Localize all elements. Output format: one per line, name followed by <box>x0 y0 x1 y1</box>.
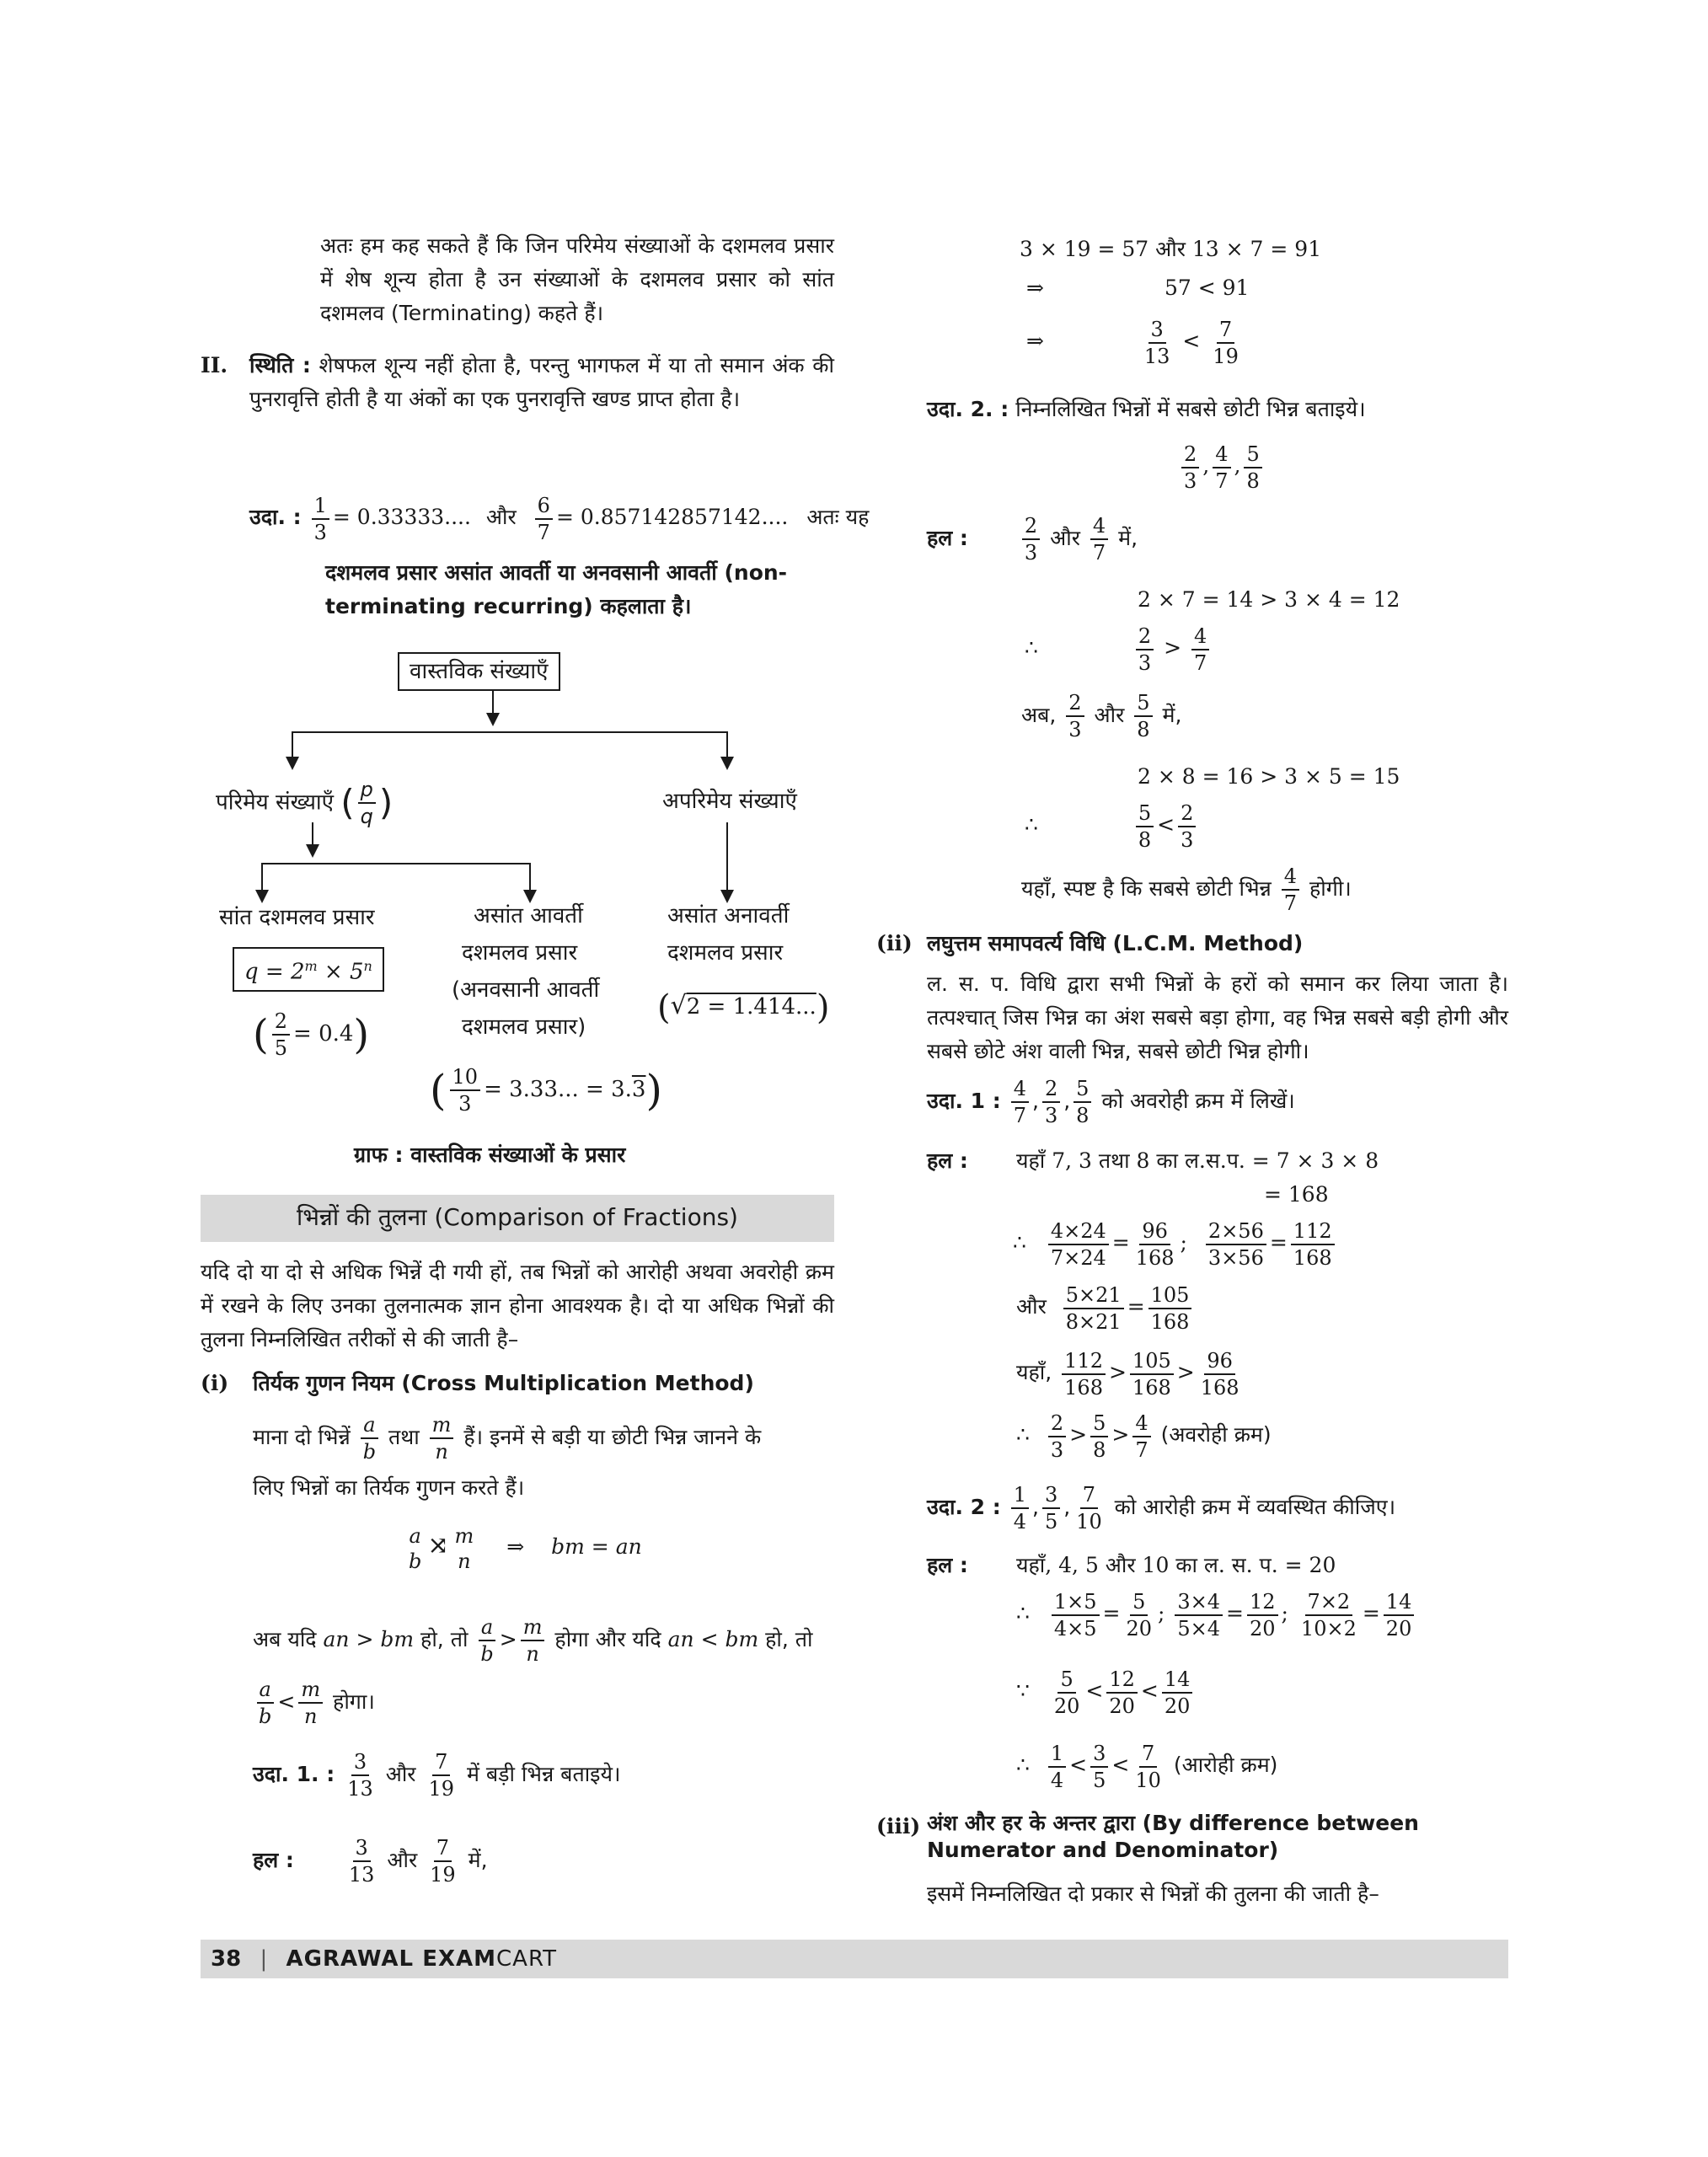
diagram-caption: ग्राफ : वास्तविक संख्याओं के प्रसार <box>354 1143 626 1167</box>
method-2-title: लघुत्तम समापवर्त्य विधि (L.C.M. Method) <box>927 931 1304 955</box>
calc-1: 2 × 7 = 14 > 3 × 4 = 12 <box>1138 587 1400 612</box>
method-1-text: माना दो भिन्नें $\frac{a}{b}$ तथा $\frac{m}{n}$ हैं। इनमें से बड़ी या छोटी भिन्न जानने के <box>253 1413 762 1464</box>
nonrecurring-line-2: दशमलव प्रसार <box>667 940 784 966</box>
solution-1: हल : $\frac{3}{13}$ और $\frac{7}{19}$ में, <box>253 1836 488 1887</box>
terminating-formula: $q = 2^m \times 5^n$ <box>233 947 384 992</box>
solution-2: हल : $\frac{2}{3}$ और $\frac{4}{7}$ में, <box>927 514 1138 565</box>
example-2-fractions: $\frac{2}{3}$ , $\frac{4}{7}$ , $\frac{5}{8}$ <box>1178 436 1266 495</box>
method-1-text-2: लिए भिन्नों का तिर्यक गुणन करते हैं। <box>253 1475 525 1500</box>
method-1-number: (i) <box>201 1371 229 1395</box>
method-3-number: (iii) <box>876 1814 921 1839</box>
page-number: 38 <box>211 1946 242 1972</box>
lcm-step-4: ∴ $\frac{2}{3}$ > $\frac{5}{8}$ > $\frac{4}{7}$ (अवरोही क्रम) <box>1016 1410 1272 1462</box>
implies-2: ⇒ $\frac{3}{13}$ < $\frac{7}{19}$ <box>1026 317 1239 368</box>
intro-paragraph: अतः हम कह सकते हैं कि जिन परिमेय संख्याओं के दशमलव प्रसार में शेष शून्य होता है उन संख्याओं के दशमलव प्रसार को सांत दशमलव (Terminating) कहते हैं। <box>320 233 834 325</box>
nonrecurring-line-1: असांत अनावर्ती <box>667 903 790 929</box>
rational-label: परिमेय संख्याएँ <box>216 789 335 816</box>
case-text: शेषफल शून्य नहीं होता है, परन्तु भागफल में या तो समान अंक की पुनरावृत्ति होती है या अंकों का एक पुनरावृत्ति खण्ड प्राप्त होता है। <box>249 353 834 411</box>
recurring-line-4: दशमलव प्रसार) <box>462 1014 586 1040</box>
footer-content <box>211 1941 557 1977</box>
lcm-step-1: ∴ $\frac{4\times 24}{7\times 24}$ = $\frac{96}{168}$ ; $\frac{2\times 56}{3\times 56}$ = $\frac{112}{168}$ <box>1013 1212 1338 1274</box>
method-1-condition: अब यदि an > bm हो, तो $\frac{a}{b}$ > $\frac{m}{n}$ होगा और यदि an < bm हो, तो <box>253 1615 813 1666</box>
nonrecurring-example: (√2 = 1.414...) <box>657 988 830 1027</box>
recurring-line-3: (अनवसानी आवर्ती <box>452 977 600 1003</box>
case-heading: स्थिति : <box>249 353 311 377</box>
calc-2: 2 × 8 = 16 > 3 × 5 = 15 <box>1138 764 1400 789</box>
right-line-1: 3 × 19 = 57 और 13 × 7 = 91 <box>1020 237 1322 261</box>
cross-multiplication: a b ⤨ m n ⇒ bm = an <box>409 1523 642 1573</box>
conclusion-2: यहाँ, स्पष्ट है कि सबसे छोटी भिन्न $\frac{4}{7}$ होगी। <box>1021 864 1352 915</box>
lcm2-step-2: ∵ $\frac{5}{20}$ < $\frac{12}{20}$ < $\frac{14}{20}$ <box>1016 1660 1196 1722</box>
inequality-1: 57 < 91 <box>1165 276 1250 300</box>
brand-logo: AGRAWAL EXAMCART <box>286 1946 557 1972</box>
lcm-solution-2-label: हल : <box>927 1553 968 1577</box>
method-2-text: ल. स. प. विधि द्वारा सभी भिन्नों के हरों को समान कर लिया जाता है। तत्पश्चात् जिस भिन्न का अंश सबसे बड़ा होगा, वह भिन्न सबसे बड़ी होगी और सबसे छोटे अंश वाली भिन्न, सबसे छोटी भिन्न होगी। <box>927 971 1508 1063</box>
lcm-solution-2-line: यहाँ, 4, 5 और 10 का ल. स. प. = 20 <box>1016 1553 1336 1577</box>
rational-node: परिमेय संख्याएँ ( $\frac{p}{q}$ ) <box>216 778 394 828</box>
diagram-line <box>726 822 728 895</box>
lcm-step-3: यहाँ, $\frac{112}{168}$ > $\frac{105}{168}$ > $\frac{96}{168}$ <box>1016 1348 1240 1400</box>
lcm-step-2: और $\frac{5\times 21}{8\times 21}$ = $\frac{105}{168}$ <box>1016 1276 1195 1338</box>
method-3-text: इसमें निम्नलिखित दो प्रकार से भिन्नों की तुलना की जाती है– <box>927 1881 1379 1906</box>
now-line: अब, $\frac{2}{3}$ और $\frac{5}{8}$ में, <box>1021 691 1182 741</box>
lcm-solution-1-result: = 168 <box>1264 1182 1329 1207</box>
section-title: भिन्नों की तुलना (Comparison of Fractions) <box>297 1203 738 1231</box>
diagram-arrowhead <box>306 844 319 858</box>
diagram-line <box>292 731 728 733</box>
example-eq2: = 0.857142857142.... <box>555 505 789 529</box>
example-line <box>249 492 869 545</box>
fraction-6-7: $\frac{6}{7}$ <box>535 493 553 545</box>
lcm-solution-1-line: यहाँ 7, 3 तथा 8 का ल.स.प. = 7 × 3 × 8 <box>1016 1148 1379 1173</box>
example-conclusion: दशमलव प्रसार असांत आवर्ती या अनवसानी आवर्ती (non-terminating recurring) कहलाता है। <box>325 560 788 618</box>
implies-1: ⇒ <box>1026 276 1044 300</box>
diagram-root: वास्तविक संख्याएँ <box>398 652 560 691</box>
footer-separator: | <box>260 1946 268 1972</box>
lcm2-step-3: ∴ $\frac{1}{4}$ < $\frac{3}{5}$ < $\frac{7}{10}$ (आरोही क्रम) <box>1016 1741 1278 1792</box>
fraction-1-3: $\frac{1}{3}$ <box>312 493 329 545</box>
example-1: उदा. 1. : $\frac{3}{13}$ और $\frac{7}{19}$ में बड़ी भिन्न बताइये। <box>253 1750 621 1801</box>
method-2-number: (ii) <box>876 931 913 955</box>
example-eq1: = 0.33333.... <box>332 505 471 529</box>
recurring-line-2: दशमलव प्रसार <box>462 940 578 966</box>
method-3-title: अंश और हर के अन्तर द्वारा (By difference between Numerator and Denominator) <box>927 1811 1419 1862</box>
lcm-example-2: उदा. 2 : $\frac{1}{4}$ , $\frac{3}{5}$ , $\frac{7}{10}$ को आरोही क्रम में व्यवस्थित कीजिए। <box>927 1483 1396 1533</box>
diagram-arrowhead <box>286 757 299 770</box>
example-and: और <box>485 505 517 529</box>
terminating-example: ( $\frac{2}{5}$ = 0.4) <box>253 1009 370 1060</box>
section-intro: यदि दो या दो से अधिक भिन्नें दी गयी हों, तब भिन्नों को आरोही अथवा अवरोही क्रम में रखने के लिए उनका तुलनात्मक ज्ञान होना आवश्यक है। दो या अधिक भिन्नों की तुलना निम्नलिखित तरीकों से की जाती है– <box>201 1260 834 1351</box>
example-2: उदा. 2. : निम्नलिखित भिन्नों में सबसे छोटी भिन्न बताइये। <box>927 397 1366 421</box>
therefore-1: ∴ $\frac{2}{3}$ > $\frac{4}{7}$ <box>1025 618 1213 677</box>
recurring-example: ( $\frac{10}{3}$ = 3.33... = 3.3) <box>430 1065 662 1116</box>
lcm2-step-1: ∴ $\frac{1\times 5}{4\times 5}$ = $\frac{5}{20}$ ; $\frac{3\times 4}{5\times 4}$ = $\frac{12}{20}$ ; $\frac{7\times 2}{10\times 2}$ = $\frac{14}{20}$ <box>1016 1582 1417 1645</box>
method-1-condition-2: $\frac{a}{b}$ < $\frac{m}{n}$ होगा। <box>253 1675 375 1729</box>
example-label: उदा. : <box>249 505 302 529</box>
case-paragraph <box>249 349 834 416</box>
irrational-node: अपरिमेय संख्याएँ <box>662 789 797 814</box>
method-1-title: तिर्यक गुणन नियम (Cross Multiplication Method) <box>253 1371 754 1395</box>
lcm-example-1: उदा. 1 : $\frac{4}{7}$ , $\frac{2}{3}$ , $\frac{5}{8}$ को अवरोही क्रम में लिखें। <box>927 1077 1295 1127</box>
terminating-title: सांत दशमलव प्रसार <box>219 905 375 930</box>
example-tail: अतः यह <box>806 505 870 529</box>
therefore-2: ∴ $\frac{5}{8}$ < $\frac{2}{3}$ <box>1025 795 1199 854</box>
lcm-solution-1-label: हल : <box>927 1148 968 1173</box>
diagram-arrowhead <box>486 713 500 726</box>
diagram-arrowhead <box>720 757 734 770</box>
recurring-line-1: असांत आवर्ती <box>474 903 583 929</box>
case-number: II. <box>201 353 228 377</box>
diagram-line <box>261 863 531 864</box>
